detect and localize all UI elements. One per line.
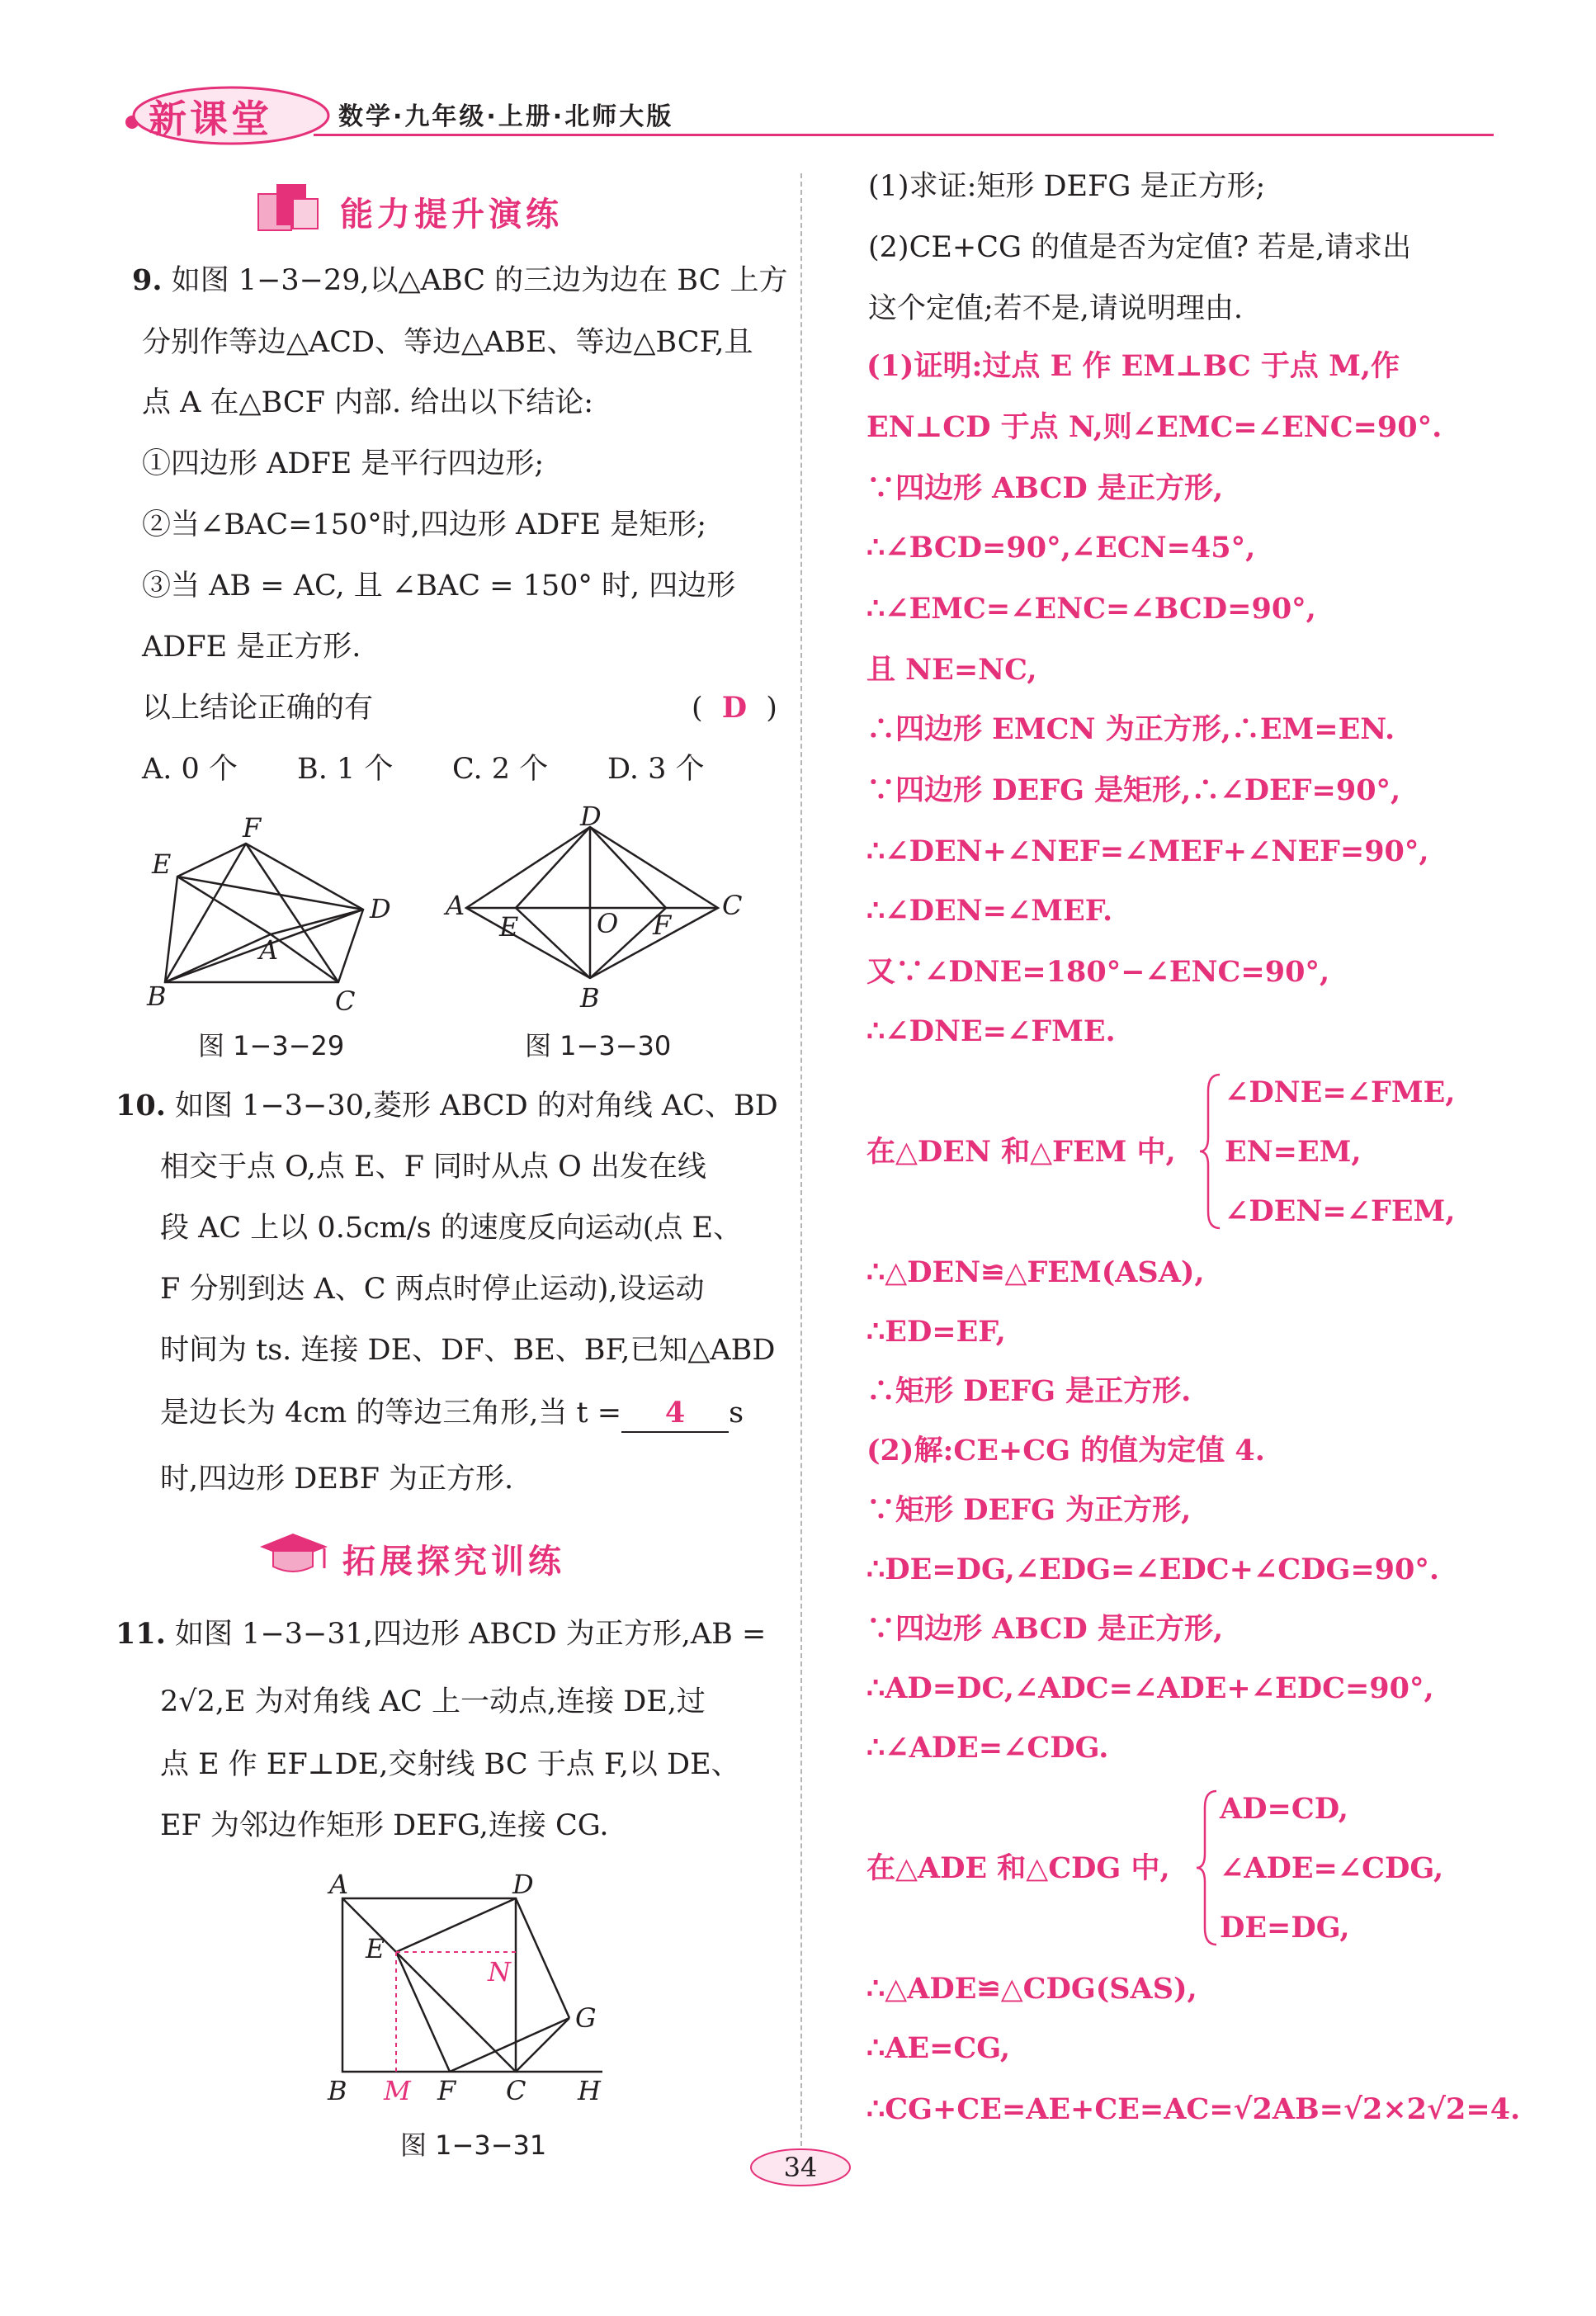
fig31-label-b: B	[328, 2075, 347, 2106]
q10-line-5: 时间为 ts. 连接 DE、DF、BE、BF,已知△ABD	[160, 1334, 776, 1367]
fig31-label-h: H	[578, 2075, 601, 2106]
q9-option-a: A. 0 个	[142, 753, 238, 786]
q10-line-6	[160, 1395, 744, 1433]
fig30-label-o: O	[597, 908, 619, 939]
q11-line-3: 点 E 作 EF⊥DE,交射线 BC 于点 F,以 DE、	[160, 1748, 740, 1781]
q9-answer-bracket	[692, 690, 777, 726]
q9-line-4: ①四边形 ADFE 是平行四边形;	[142, 447, 545, 480]
book-series: 数学·九年级·上册·北师大版	[338, 102, 674, 131]
q9-line-5: ②当∠BAC=150°时,四边形 ADFE 是矩形;	[142, 508, 707, 541]
figure-1-3-30	[441, 801, 743, 1015]
q11-line-4: EF 为邻边作矩形 DEFG,连接 CG.	[160, 1809, 609, 1842]
fig29-caption: 图 1−3−29	[198, 1030, 345, 1061]
fig29-label-c: C	[335, 985, 356, 1017]
q10-line-2: 相交于点 O,点 E、F 同时从点 O 出发在线	[160, 1151, 706, 1184]
sol2-line-6: ∴DE=DG,∠EDG=∠EDC+∠CDG=90°.	[866, 1553, 1440, 1586]
sol2-line-2: ∴ED=EF,	[866, 1315, 1006, 1349]
sol3-line-3: ∴CG+CE=AE+CE=AC=√2AB=√2×2√2=4.	[866, 2092, 1521, 2126]
q9-text: 如图 1−3−29,以△ABC 的三边为边在 BC 上方	[171, 264, 788, 297]
q11-part2: (2)CE+CG 的值是否为定值? 若是,请求出	[868, 231, 1412, 264]
brace1-row-1: ∠DNE=∠FME,	[1225, 1075, 1456, 1109]
sol2-line-7: ∵四边形 ABCD 是正方形,	[866, 1612, 1224, 1646]
brace2-row-2: ∠ADE=∠CDG,	[1220, 1851, 1444, 1885]
q11-line-2: 2√2,E 为对角线 AC 上一动点,连接 DE,过	[160, 1685, 706, 1718]
q9-line-8: 以上结论正确的有	[142, 692, 374, 725]
q9-line-2: 分别作等边△ACD、等边△ABE、等边△BCF,且	[142, 326, 753, 359]
q9-line-3: 点 A 在△BCF 内部. 给出以下结论:	[142, 386, 594, 419]
header-rule	[314, 134, 1494, 136]
figure-1-3-29	[140, 812, 404, 1017]
section-graduation-cap-icon	[252, 1525, 334, 1583]
sol-line-7: ∴四边形 EMCN 为正方形,∴EM=EN.	[866, 712, 1395, 746]
logo	[116, 83, 347, 149]
q11-part2-cont: 这个定值;若不是,请说明理由.	[868, 292, 1244, 325]
section-books-icon	[252, 177, 326, 235]
logo-text: 新课堂	[149, 97, 272, 141]
sol-line-6: 且 NE=NC,	[866, 653, 1037, 687]
section-title-ability: 能力提升演练	[340, 196, 563, 234]
sol2-line-4: (2)解:CE+CG 的值为定值 4.	[866, 1434, 1265, 1468]
fig31-label-f: F	[437, 2075, 456, 2106]
sol3-line-1: ∴△ADE≌△CDG(SAS),	[866, 1972, 1197, 2006]
fig31-label-e: E	[366, 1933, 385, 1964]
sol2-line-9: ∴∠ADE=∠CDG.	[866, 1731, 1109, 1765]
q9-option-d: D. 3 个	[607, 753, 705, 786]
q9-line-6: ③当 AB = AC, 且 ∠BAC = 150° 时, 四边形	[142, 570, 736, 603]
q9-answer: D	[721, 691, 748, 725]
sol-line-4: ∴∠BCD=90°,∠ECN=45°,	[866, 531, 1256, 565]
sol2-line-3: ∴矩形 DEFG 是正方形.	[866, 1374, 1192, 1408]
q11-line-1	[116, 1616, 766, 1652]
q9-bracket-open: (	[692, 692, 703, 725]
fig30-caption: 图 1−3−30	[525, 1030, 672, 1061]
section-title-extension: 拓展探究训练	[342, 1543, 565, 1581]
q9-option-c: C. 2 个	[452, 753, 549, 786]
q10-line-7: 时,四边形 DEBF 为正方形.	[160, 1463, 514, 1496]
sol-line-1: (1)证明:过点 E 作 EM⊥BC 于点 M,作	[866, 349, 1400, 383]
fig29-label-e: E	[152, 848, 172, 880]
fig30-label-f: F	[653, 910, 672, 941]
column-divider	[800, 173, 802, 2171]
sol2-line-8: ∴AD=DC,∠ADC=∠ADE+∠EDC=90°,	[866, 1671, 1434, 1705]
q9-line-1	[132, 262, 788, 299]
sol-line-5: ∴∠EMC=∠ENC=∠BCD=90°,	[866, 592, 1316, 626]
q10-unit: s	[729, 1397, 744, 1430]
q10-text-6: 是边长为 4cm 的等边三角形,当 t =	[160, 1397, 622, 1430]
page-header	[99, 74, 1494, 157]
fig31-caption: 图 1−3−31	[400, 2129, 547, 2161]
brace1-prefix: 在△DEN 和△FEM 中,	[866, 1135, 1176, 1169]
q11-part1: (1)求证:矩形 DEFG 是正方形;	[868, 170, 1266, 203]
fig30-label-a: A	[446, 890, 465, 921]
fig30-label-e: E	[499, 911, 519, 943]
fig30-label-d: D	[580, 801, 602, 832]
q9-bracket-close: )	[766, 692, 777, 725]
q10-line-1	[116, 1088, 778, 1124]
fig31-label-d: D	[512, 1869, 534, 1900]
q10-answer: 4	[621, 1395, 729, 1433]
sol-line-12: ∴∠DNE=∠FME.	[866, 1014, 1116, 1048]
sol-line-11: 又∵∠DNE=180°−∠ENC=90°,	[866, 955, 1330, 989]
q11-text: 如图 1−3−31,四边形 ABCD 为正方形,AB =	[175, 1618, 767, 1651]
q10-text: 如图 1−3−30,菱形 ABCD 的对角线 AC、BD	[175, 1089, 778, 1123]
fig31-label-n: N	[488, 1956, 511, 1988]
brace2-icon	[1195, 1788, 1220, 1948]
brace2-row-3: DE=DG,	[1220, 1911, 1350, 1945]
fig30-label-c: C	[722, 890, 743, 921]
sol2-line-5: ∵矩形 DEFG 为正方形,	[866, 1493, 1192, 1527]
fig31-label-m: M	[384, 2075, 411, 2106]
fig29-label-a: A	[259, 934, 279, 966]
brace1-icon	[1198, 1071, 1223, 1231]
sol3-line-2: ∴AE=CG,	[866, 2031, 1011, 2065]
sol2-line-1: ∴△DEN≌△FEM(ASA),	[866, 1255, 1205, 1289]
brace2-prefix: 在△ADE 和△CDG 中,	[866, 1851, 1170, 1885]
fig30-label-b: B	[580, 982, 600, 1014]
page-number: 34	[783, 2152, 818, 2183]
q9-line-7: ADFE 是正方形.	[142, 631, 361, 664]
fig31-label-g: G	[575, 2002, 597, 2034]
sol-line-10: ∴∠DEN=∠MEF.	[866, 894, 1113, 928]
q9-option-b: B. 1 个	[297, 753, 394, 786]
sol-line-3: ∵四边形 ABCD 是正方形,	[866, 471, 1224, 505]
q10-number: 10.	[116, 1089, 166, 1123]
q9-number: 9.	[132, 263, 163, 297]
fig31-label-c: C	[506, 2075, 526, 2106]
fig29-label-d: D	[370, 893, 391, 924]
fig29-label-b: B	[147, 981, 167, 1012]
brace1-row-3: ∠DEN=∠FEM,	[1225, 1194, 1456, 1228]
brace2-row-1: AD=CD,	[1220, 1792, 1348, 1826]
sol-line-9: ∴∠DEN+∠NEF=∠MEF+∠NEF=90°,	[866, 834, 1429, 868]
q10-line-4: F 分别到达 A、C 两点时停止运动),设运动	[160, 1273, 705, 1306]
figure-1-3-31	[326, 1865, 623, 2113]
sol-line-8: ∵四边形 DEFG 是矩形,∴∠DEF=90°,	[866, 773, 1401, 807]
sol-line-2: EN⊥CD 于点 N,则∠EMC=∠ENC=90°.	[866, 410, 1443, 444]
fig31-label-a: A	[329, 1869, 349, 1900]
q10-line-3: 段 AC 上以 0.5cm/s 的速度反向运动(点 E、	[160, 1212, 743, 1245]
q11-number: 11.	[116, 1617, 166, 1651]
brace1-row-2: EN=EM,	[1225, 1135, 1362, 1169]
fig29-label-f: F	[243, 812, 262, 844]
